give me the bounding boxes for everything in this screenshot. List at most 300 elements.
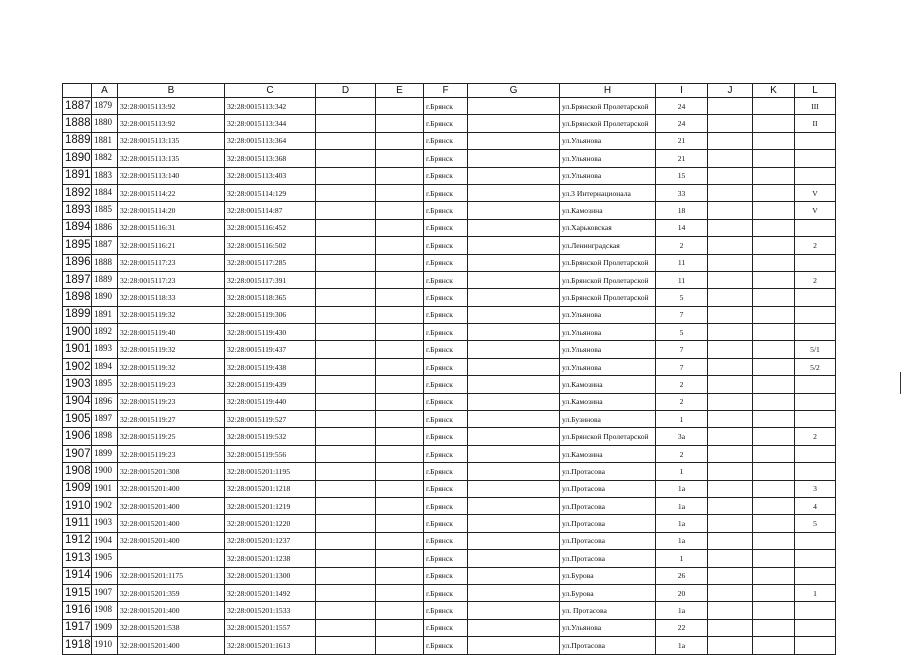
cell-c: 32:28:0015113:364: [225, 132, 316, 149]
cell-j: [708, 445, 753, 462]
cell-i: 20: [656, 584, 708, 601]
cell-h: ул.Камозина: [560, 376, 656, 393]
cell-h: ул.Протасова: [560, 463, 656, 480]
cell-d: [316, 376, 376, 393]
cell-d: [316, 602, 376, 619]
cell-a: 1896: [92, 393, 118, 410]
cell-f: г.Брянск: [424, 271, 468, 288]
cell-j: [708, 428, 753, 445]
row-number: 1912: [63, 532, 92, 549]
table-row: [63, 237, 836, 254]
table-row: [63, 567, 836, 584]
cell-g: [468, 289, 560, 306]
cell-h: ул.Камозина: [560, 445, 656, 462]
cell-a: 1905: [92, 550, 118, 567]
row-number: 1905: [63, 411, 92, 428]
cell-b: 32:28:0015116:31: [118, 219, 225, 236]
cell-e: [376, 393, 424, 410]
cell-h: ул.Протасова: [560, 550, 656, 567]
cell-j: [708, 602, 753, 619]
row-number: 1914: [63, 567, 92, 584]
row-number: 1896: [63, 254, 92, 271]
table-row: [63, 115, 836, 132]
cell-k: [753, 428, 795, 445]
cell-b: 32:28:0015119:23: [118, 376, 225, 393]
cell-f: г.Брянск: [424, 463, 468, 480]
cell-i: 7: [656, 306, 708, 323]
cell-g: [468, 202, 560, 219]
cell-g: [468, 532, 560, 549]
cell-j: [708, 237, 753, 254]
column-header-i: I: [656, 84, 708, 98]
cell-h: ул.Ульянова: [560, 167, 656, 184]
cell-a: 1901: [92, 480, 118, 497]
cell-h: ул.Брянской Пролетарской: [560, 289, 656, 306]
cell-d: [316, 619, 376, 636]
table-row: [63, 411, 836, 428]
cell-b: 32:28:0015201:400: [118, 515, 225, 532]
cell-h: ул.Камозина: [560, 202, 656, 219]
cell-j: [708, 132, 753, 149]
row-number: 1904: [63, 393, 92, 410]
cell-j: [708, 376, 753, 393]
cell-c: 32:28:0015201:1220: [225, 515, 316, 532]
cell-f: г.Брянск: [424, 480, 468, 497]
cell-k: [753, 184, 795, 201]
cell-g: [468, 515, 560, 532]
cell-e: [376, 637, 424, 654]
row-number: 1906: [63, 428, 92, 445]
cell-i: 21: [656, 150, 708, 167]
cell-j: [708, 411, 753, 428]
cell-a: 1881: [92, 132, 118, 149]
cell-b: 32:28:0015113:140: [118, 167, 225, 184]
cell-a: 1902: [92, 497, 118, 514]
row-number: 1908: [63, 463, 92, 480]
cell-e: [376, 271, 424, 288]
cell-d: [316, 411, 376, 428]
row-number: 1901: [63, 341, 92, 358]
cell-g: [468, 445, 560, 462]
cell-e: [376, 567, 424, 584]
column-header-h: H: [560, 84, 656, 98]
cell-c: 32:28:0015116:502: [225, 237, 316, 254]
cell-a: 1907: [92, 584, 118, 601]
row-number: 1889: [63, 132, 92, 149]
cell-k: [753, 150, 795, 167]
cell-j: [708, 184, 753, 201]
cell-i: 15: [656, 167, 708, 184]
cell-e: [376, 515, 424, 532]
cell-b: 32:28:0015119:27: [118, 411, 225, 428]
cell-j: [708, 637, 753, 654]
cell-k: [753, 411, 795, 428]
table-row: [63, 463, 836, 480]
cell-b: 32:28:0015119:32: [118, 306, 225, 323]
cell-e: [376, 358, 424, 375]
cell-j: [708, 150, 753, 167]
cell-j: [708, 341, 753, 358]
cell-k: [753, 480, 795, 497]
cell-c: 32:28:0015201:1300: [225, 567, 316, 584]
cell-j: [708, 584, 753, 601]
cell-h: ул.Ульянова: [560, 341, 656, 358]
cell-j: [708, 219, 753, 236]
cell-j: [708, 98, 753, 115]
cell-e: [376, 289, 424, 306]
cell-b: 32:28:0015113:92: [118, 115, 225, 132]
cell-b: 32:28:0015201:400: [118, 637, 225, 654]
cell-i: 11: [656, 271, 708, 288]
cell-i: 26: [656, 567, 708, 584]
cell-e: [376, 411, 424, 428]
cell-h: ул.Протасова: [560, 480, 656, 497]
cell-h: ул.Ульянова: [560, 150, 656, 167]
cell-e: [376, 219, 424, 236]
table-row: [63, 376, 836, 393]
table-row: [63, 637, 836, 654]
cell-h: ул.Брянской Пролетарской: [560, 271, 656, 288]
column-header-row: [63, 84, 836, 98]
column-header-j: J: [708, 84, 753, 98]
row-number: 1916: [63, 602, 92, 619]
cell-l: 5/2: [795, 358, 836, 375]
cell-k: [753, 202, 795, 219]
cell-a: 1879: [92, 98, 118, 115]
table-row: [63, 271, 836, 288]
cell-g: [468, 167, 560, 184]
cell-k: [753, 132, 795, 149]
cell-l: [795, 411, 836, 428]
cell-i: 1а: [656, 602, 708, 619]
cell-a: 1903: [92, 515, 118, 532]
cell-d: [316, 445, 376, 462]
column-header-g: G: [468, 84, 560, 98]
table-row: [63, 497, 836, 514]
cell-b: [118, 550, 225, 567]
cell-g: [468, 393, 560, 410]
cell-i: 2: [656, 237, 708, 254]
corner-header: [63, 84, 92, 98]
cell-f: г.Брянск: [424, 150, 468, 167]
cell-f: г.Брянск: [424, 341, 468, 358]
cell-c: 32:28:0015113:342: [225, 98, 316, 115]
table-row: [63, 532, 836, 549]
cell-h: ул.Брянской Пролетарской: [560, 98, 656, 115]
cell-f: г.Брянск: [424, 376, 468, 393]
column-header-l: L: [795, 84, 836, 98]
cell-g: [468, 567, 560, 584]
cell-f: г.Брянск: [424, 184, 468, 201]
cell-l: [795, 463, 836, 480]
cell-j: [708, 167, 753, 184]
cell-a: 1891: [92, 306, 118, 323]
cell-i: 2: [656, 393, 708, 410]
cell-k: [753, 115, 795, 132]
cell-b: 32:28:0015114:20: [118, 202, 225, 219]
cell-l: 4: [795, 497, 836, 514]
cell-e: [376, 324, 424, 341]
cell-e: [376, 202, 424, 219]
cell-c: 32:28:0015116:452: [225, 219, 316, 236]
cell-a: 1888: [92, 254, 118, 271]
cell-b: 32:28:0015119:32: [118, 341, 225, 358]
cell-g: [468, 115, 560, 132]
column-header-e: E: [376, 84, 424, 98]
column-header-f: F: [424, 84, 468, 98]
cell-i: 1а: [656, 637, 708, 654]
column-header-c: C: [225, 84, 316, 98]
spreadsheet-table: [62, 83, 836, 655]
row-number: 1915: [63, 584, 92, 601]
cell-l: [795, 532, 836, 549]
cell-f: г.Брянск: [424, 619, 468, 636]
cell-h: ул.Протасова: [560, 515, 656, 532]
cell-h: ул.Бурова: [560, 584, 656, 601]
cell-a: 1892: [92, 324, 118, 341]
cell-f: г.Брянск: [424, 411, 468, 428]
cell-a: 1894: [92, 358, 118, 375]
cell-g: [468, 584, 560, 601]
cell-d: [316, 289, 376, 306]
cell-g: [468, 219, 560, 236]
cell-d: [316, 637, 376, 654]
cell-i: 14: [656, 219, 708, 236]
cell-f: г.Брянск: [424, 167, 468, 184]
cell-d: [316, 184, 376, 201]
cell-b: 32:28:0015201:538: [118, 619, 225, 636]
cell-l: [795, 376, 836, 393]
cell-e: [376, 602, 424, 619]
row-number: 1888: [63, 115, 92, 132]
cell-g: [468, 376, 560, 393]
table-row: [63, 150, 836, 167]
cell-i: 1а: [656, 532, 708, 549]
cell-c: 32:28:0015201:1195: [225, 463, 316, 480]
table-row: [63, 98, 836, 115]
cell-f: г.Брянск: [424, 324, 468, 341]
cell-h: ул.Брянской Пролетарской: [560, 115, 656, 132]
cell-c: 32:28:0015117:391: [225, 271, 316, 288]
table-row: [63, 619, 836, 636]
row-number: 1898: [63, 289, 92, 306]
row-number: 1887: [63, 98, 92, 115]
cell-i: 24: [656, 115, 708, 132]
cell-d: [316, 98, 376, 115]
cell-c: 32:28:0015119:527: [225, 411, 316, 428]
row-number: 1918: [63, 637, 92, 654]
table-row: [63, 584, 836, 601]
cell-e: [376, 532, 424, 549]
cell-l: [795, 567, 836, 584]
cell-f: г.Брянск: [424, 445, 468, 462]
cell-d: [316, 324, 376, 341]
cell-c: 32:28:0015201:1533: [225, 602, 316, 619]
cell-h: ул.Ульянова: [560, 619, 656, 636]
cell-f: г.Брянск: [424, 289, 468, 306]
cell-j: [708, 463, 753, 480]
cell-l: V: [795, 184, 836, 201]
cell-l: [795, 306, 836, 323]
cell-a: 1899: [92, 445, 118, 462]
cell-j: [708, 497, 753, 514]
cell-l: [795, 219, 836, 236]
cell-d: [316, 358, 376, 375]
cell-d: [316, 254, 376, 271]
cell-j: [708, 619, 753, 636]
cell-f: г.Брянск: [424, 306, 468, 323]
cell-d: [316, 393, 376, 410]
cell-c: 32:28:0015119:556: [225, 445, 316, 462]
cell-a: 1893: [92, 341, 118, 358]
cell-j: [708, 550, 753, 567]
cell-j: [708, 115, 753, 132]
cell-h: ул.Брянской Пролетарской: [560, 428, 656, 445]
cell-c: 32:28:0015119:438: [225, 358, 316, 375]
cell-d: [316, 306, 376, 323]
cell-a: 1897: [92, 411, 118, 428]
cell-e: [376, 115, 424, 132]
table-row: [63, 393, 836, 410]
cell-k: [753, 515, 795, 532]
cell-e: [376, 254, 424, 271]
cell-k: [753, 550, 795, 567]
cell-l: [795, 254, 836, 271]
cell-k: [753, 271, 795, 288]
cell-a: 1904: [92, 532, 118, 549]
cell-b: 32:28:0015117:23: [118, 254, 225, 271]
cell-f: г.Брянск: [424, 219, 468, 236]
table-row: [63, 550, 836, 567]
cell-g: [468, 428, 560, 445]
column-header-k: K: [753, 84, 795, 98]
cell-l: II: [795, 115, 836, 132]
cell-h: ул.Бузинова: [560, 411, 656, 428]
cell-d: [316, 202, 376, 219]
table-row: [63, 602, 836, 619]
cell-c: 32:28:0015113:344: [225, 115, 316, 132]
cell-g: [468, 306, 560, 323]
cell-a: 1882: [92, 150, 118, 167]
cell-l: [795, 393, 836, 410]
row-number: 1891: [63, 167, 92, 184]
cell-k: [753, 324, 795, 341]
cell-l: [795, 132, 836, 149]
cell-c: 32:28:0015201:1219: [225, 497, 316, 514]
cell-d: [316, 271, 376, 288]
cell-l: III: [795, 98, 836, 115]
cell-g: [468, 324, 560, 341]
cell-j: [708, 289, 753, 306]
cell-d: [316, 497, 376, 514]
cell-k: [753, 567, 795, 584]
table-row: [63, 202, 836, 219]
cell-b: 32:28:0015119:32: [118, 358, 225, 375]
cell-d: [316, 567, 376, 584]
cell-d: [316, 341, 376, 358]
cell-e: [376, 184, 424, 201]
table-body: [63, 98, 836, 655]
cell-i: 21: [656, 132, 708, 149]
cell-k: [753, 602, 795, 619]
cell-c: 32:28:0015201:1218: [225, 480, 316, 497]
cell-d: [316, 480, 376, 497]
cell-g: [468, 237, 560, 254]
cell-e: [376, 584, 424, 601]
cell-h: ул.Протасова: [560, 497, 656, 514]
cell-a: 1889: [92, 271, 118, 288]
cell-l: [795, 150, 836, 167]
cell-f: г.Брянск: [424, 497, 468, 514]
cell-c: 32:28:0015201:1557: [225, 619, 316, 636]
cell-g: [468, 98, 560, 115]
cell-g: [468, 254, 560, 271]
cell-j: [708, 306, 753, 323]
cell-b: 32:28:0015114:22: [118, 184, 225, 201]
table-row: [63, 289, 836, 306]
cell-i: 1: [656, 463, 708, 480]
table-row: [63, 132, 836, 149]
cell-k: [753, 463, 795, 480]
cell-f: г.Брянск: [424, 254, 468, 271]
cell-k: [753, 393, 795, 410]
cell-g: [468, 358, 560, 375]
cell-l: 2: [795, 271, 836, 288]
cell-a: 1885: [92, 202, 118, 219]
cell-e: [376, 445, 424, 462]
cell-d: [316, 132, 376, 149]
cell-a: 1900: [92, 463, 118, 480]
cell-i: 22: [656, 619, 708, 636]
cell-g: [468, 341, 560, 358]
cell-a: 1887: [92, 237, 118, 254]
cell-b: 32:28:0015201:400: [118, 497, 225, 514]
cell-g: [468, 602, 560, 619]
cell-l: [795, 619, 836, 636]
cell-k: [753, 98, 795, 115]
cell-b: 32:28:0015201:1175: [118, 567, 225, 584]
cell-e: [376, 428, 424, 445]
cell-c: 32:28:0015119:430: [225, 324, 316, 341]
cell-a: 1884: [92, 184, 118, 201]
cell-i: 5: [656, 324, 708, 341]
cell-j: [708, 567, 753, 584]
cell-a: 1886: [92, 219, 118, 236]
cell-i: 1: [656, 550, 708, 567]
cell-c: 32:28:0015119:532: [225, 428, 316, 445]
cell-i: 18: [656, 202, 708, 219]
cell-c: 32:28:0015117:285: [225, 254, 316, 271]
column-header-b: B: [118, 84, 225, 98]
cell-k: [753, 532, 795, 549]
row-number: 1900: [63, 324, 92, 341]
cell-b: 32:28:0015113:135: [118, 132, 225, 149]
cell-j: [708, 480, 753, 497]
cell-k: [753, 445, 795, 462]
table-row: [63, 306, 836, 323]
cell-a: 1890: [92, 289, 118, 306]
cell-g: [468, 150, 560, 167]
cell-b: 32:28:0015117:23: [118, 271, 225, 288]
cell-d: [316, 150, 376, 167]
row-number: 1893: [63, 202, 92, 219]
table-row: [63, 445, 836, 462]
row-number: 1899: [63, 306, 92, 323]
cell-d: [316, 237, 376, 254]
cell-l: [795, 550, 836, 567]
cell-h: ул.Ленинградская: [560, 237, 656, 254]
cell-f: г.Брянск: [424, 115, 468, 132]
